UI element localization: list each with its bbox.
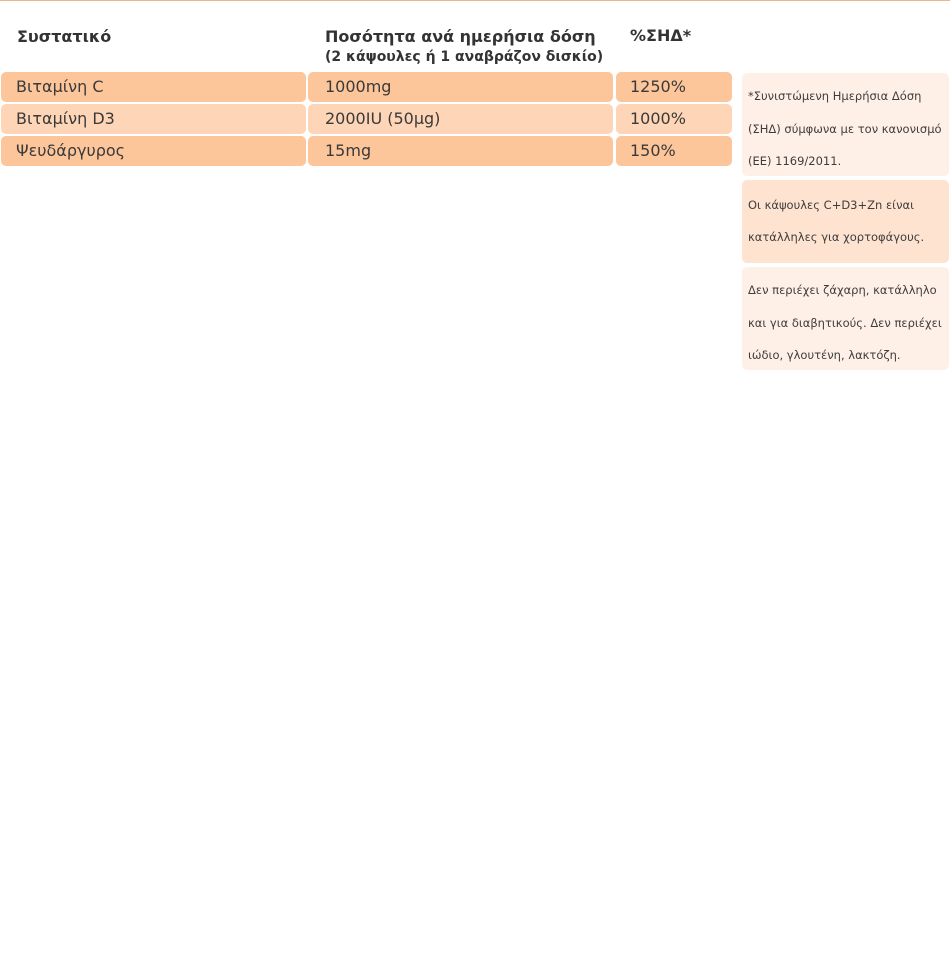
rdi-cell: 1250%	[616, 72, 732, 102]
note-allergens: Δεν περιέχει ζάχαρη, κατάλληλο και για διαβητικούς. Δεν περιέχει ιώδιο, γλουτένη, λακτόζη.	[742, 267, 949, 370]
header-rdi: %ΣΗΔ*	[630, 26, 692, 45]
rdi-cell: 1000%	[616, 104, 732, 134]
header-amount: Ποσότητα ανά ημερήσια δόση	[325, 27, 596, 46]
note-rdi-definition: *Συνιστώμενη Ημερήσια Δόση (ΣΗΔ) σύμφωνα με τον κανονισμό (ΕΕ) 1169/2011.	[742, 73, 949, 176]
ingredient-cell: Ψευδάργυρος	[1, 136, 306, 166]
amount-cell: 15mg	[308, 136, 613, 166]
table-row	[0, 72, 732, 102]
rdi-cell: 150%	[616, 136, 732, 166]
top-divider	[0, 0, 950, 1]
header-amount-subtitle: (2 κάψουλες ή 1 αναβράζον δισκίο)	[325, 49, 604, 65]
ingredient-cell: Βιταμίνη C	[1, 72, 306, 102]
ingredient-cell: Βιταμίνη D3	[1, 104, 306, 134]
table-row	[0, 136, 732, 166]
amount-cell: 2000IU (50μg)	[308, 104, 613, 134]
note-vegetarian: Οι κάψουλες C+D3+Zn είναι κατάλληλες για χορτοφάγους.	[742, 180, 949, 263]
table-row	[0, 104, 732, 134]
header-ingredient: Συστατικό	[17, 27, 112, 46]
amount-cell: 1000mg	[308, 72, 613, 102]
